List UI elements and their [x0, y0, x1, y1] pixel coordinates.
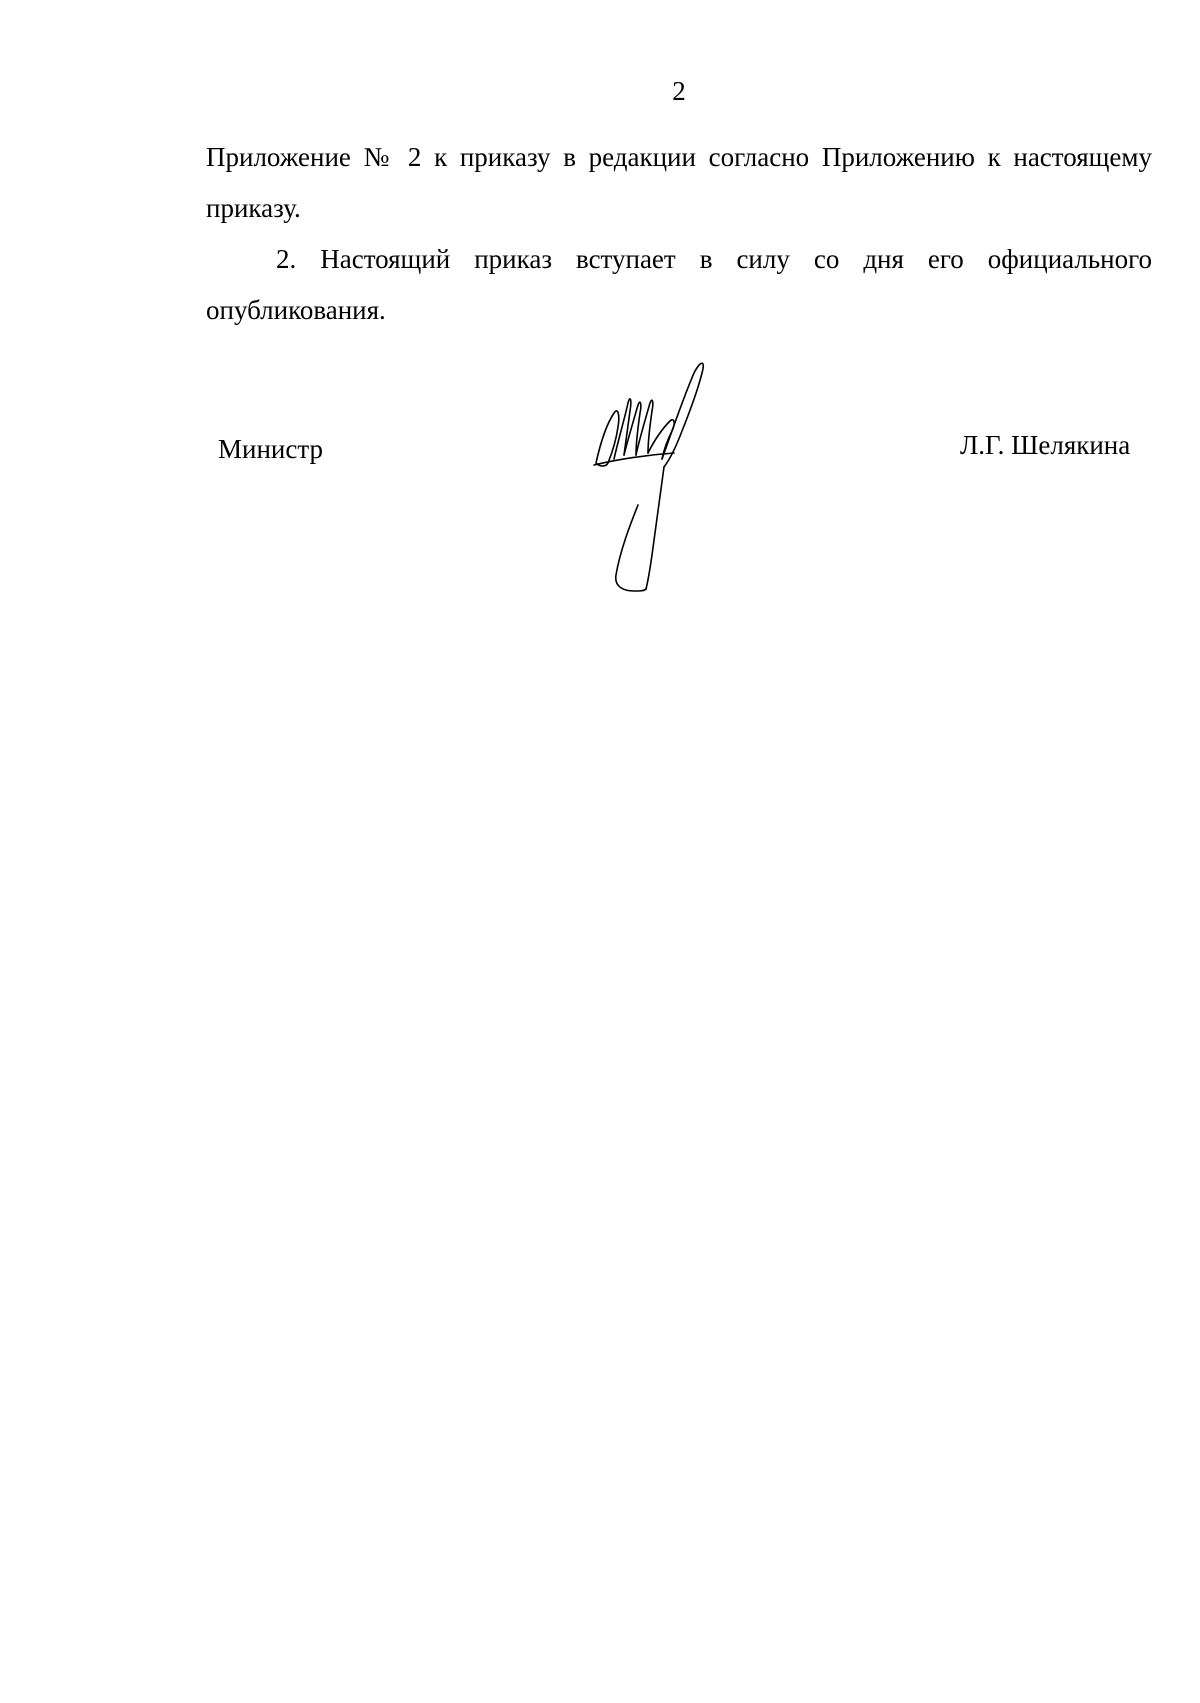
page-number: 2	[672, 76, 686, 106]
signatory-title: Министр	[218, 434, 323, 464]
handwritten-signature	[590, 355, 720, 595]
signatory-name: Л.Г. Шелякина	[960, 430, 1131, 460]
paragraph-appendix-reference: Приложение № 2 к приказу в редакции согласно Приложению к настоящему приказу.	[206, 142, 1152, 223]
paragraph-effective-date: 2. Настоящий приказ вступает в силу со дня его официального опубликования.	[206, 244, 1152, 325]
document-body	[206, 132, 1152, 336]
